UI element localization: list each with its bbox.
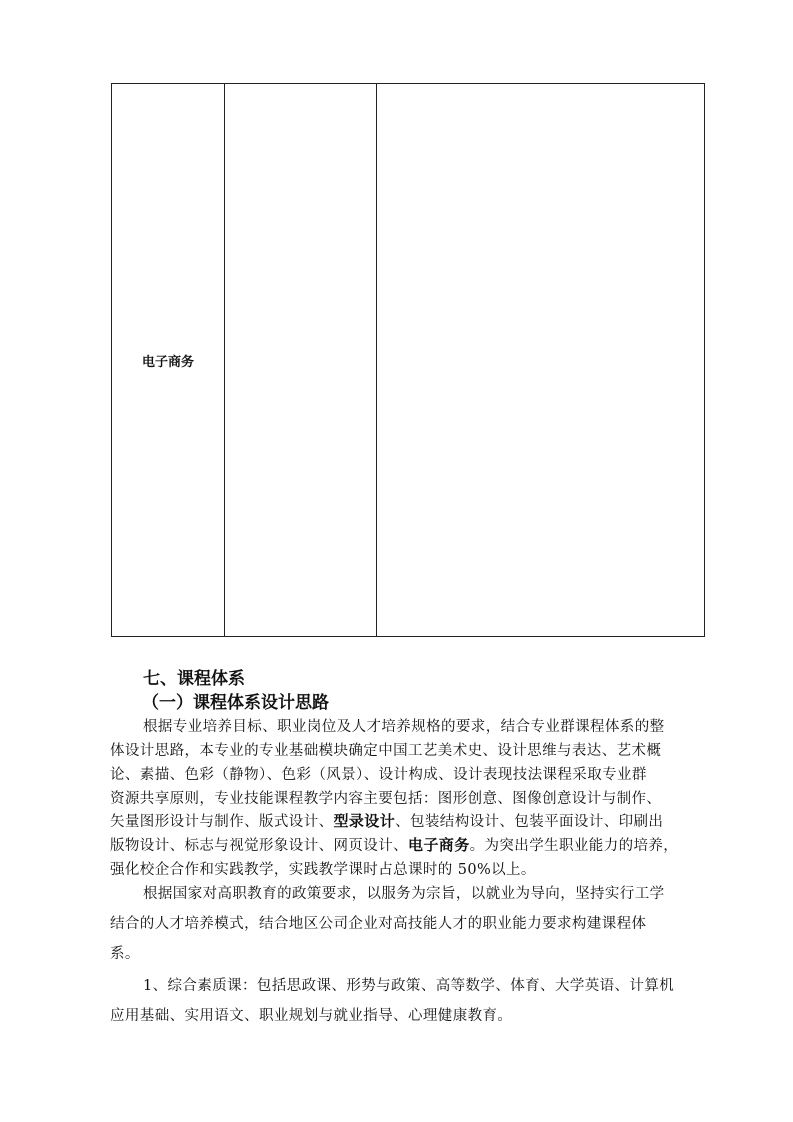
section-subheading: （一）课程体系设计思路 [142,693,329,713]
paragraph-line [110,834,678,855]
paragraph-line: 系。 [110,946,140,962]
text-run: 、包装结构设计、包装平面设计、印刷出 [395,814,664,830]
paragraph-line: 体设计思路，本专业的专业基础模块确定中国工艺美术史、设计思维与表达、艺术概 [110,743,662,759]
paragraph-line: 资源共享原则，专业技能课程教学内容主要包括：图形创意、图像创意设计与制作、 [110,791,662,807]
bold-term: 型录设计 [333,812,396,830]
table-cell-empty [225,84,377,637]
paragraph-line [110,810,663,831]
paragraph-line: 根据国家对高职教育的政策要求，以服务为宗旨，以就业为导向，坚持实行工学 [143,886,665,902]
paragraph-line: 根据专业培养目标、职业岗位及人才培养规格的要求，结合专业群课程体系的整 [143,719,665,735]
paragraph-line: 结合的人才培养模式，结合地区公司企业对高技能人才的职业能力要求构建课程体 [110,916,647,932]
text-run: 。为突出学生职业能力的培养， [469,838,679,854]
table-row [112,84,705,637]
table-cell-course: 电子商务 [112,84,225,637]
paragraph-line: 强化校企合作和实践教学，实践教学课时占总课时的 50%以上。 [110,862,536,878]
paragraph-line: 1、综合素质课：包括思政课、形势与政策、高等数学、体育、大学英语、计算机 [143,978,675,994]
curriculum-table [111,83,705,637]
paragraph-line: 应用基础、实用语文、职业规划与就业指导、心理健康教育。 [110,1008,513,1024]
text-run: 矢量图形设计与制作、版式设计、 [110,814,334,830]
table-cell-empty [377,84,705,637]
paragraph-line: 论、素描、色彩（静物）、色彩（风景）、设计构成、设计表现技法课程采取专业群 [110,767,647,783]
text-run: 版物设计、标志与视觉形象设计、网页设计、 [110,838,408,854]
section-heading: 七、课程体系 [143,669,245,689]
bold-term: 电子商务 [408,836,470,854]
